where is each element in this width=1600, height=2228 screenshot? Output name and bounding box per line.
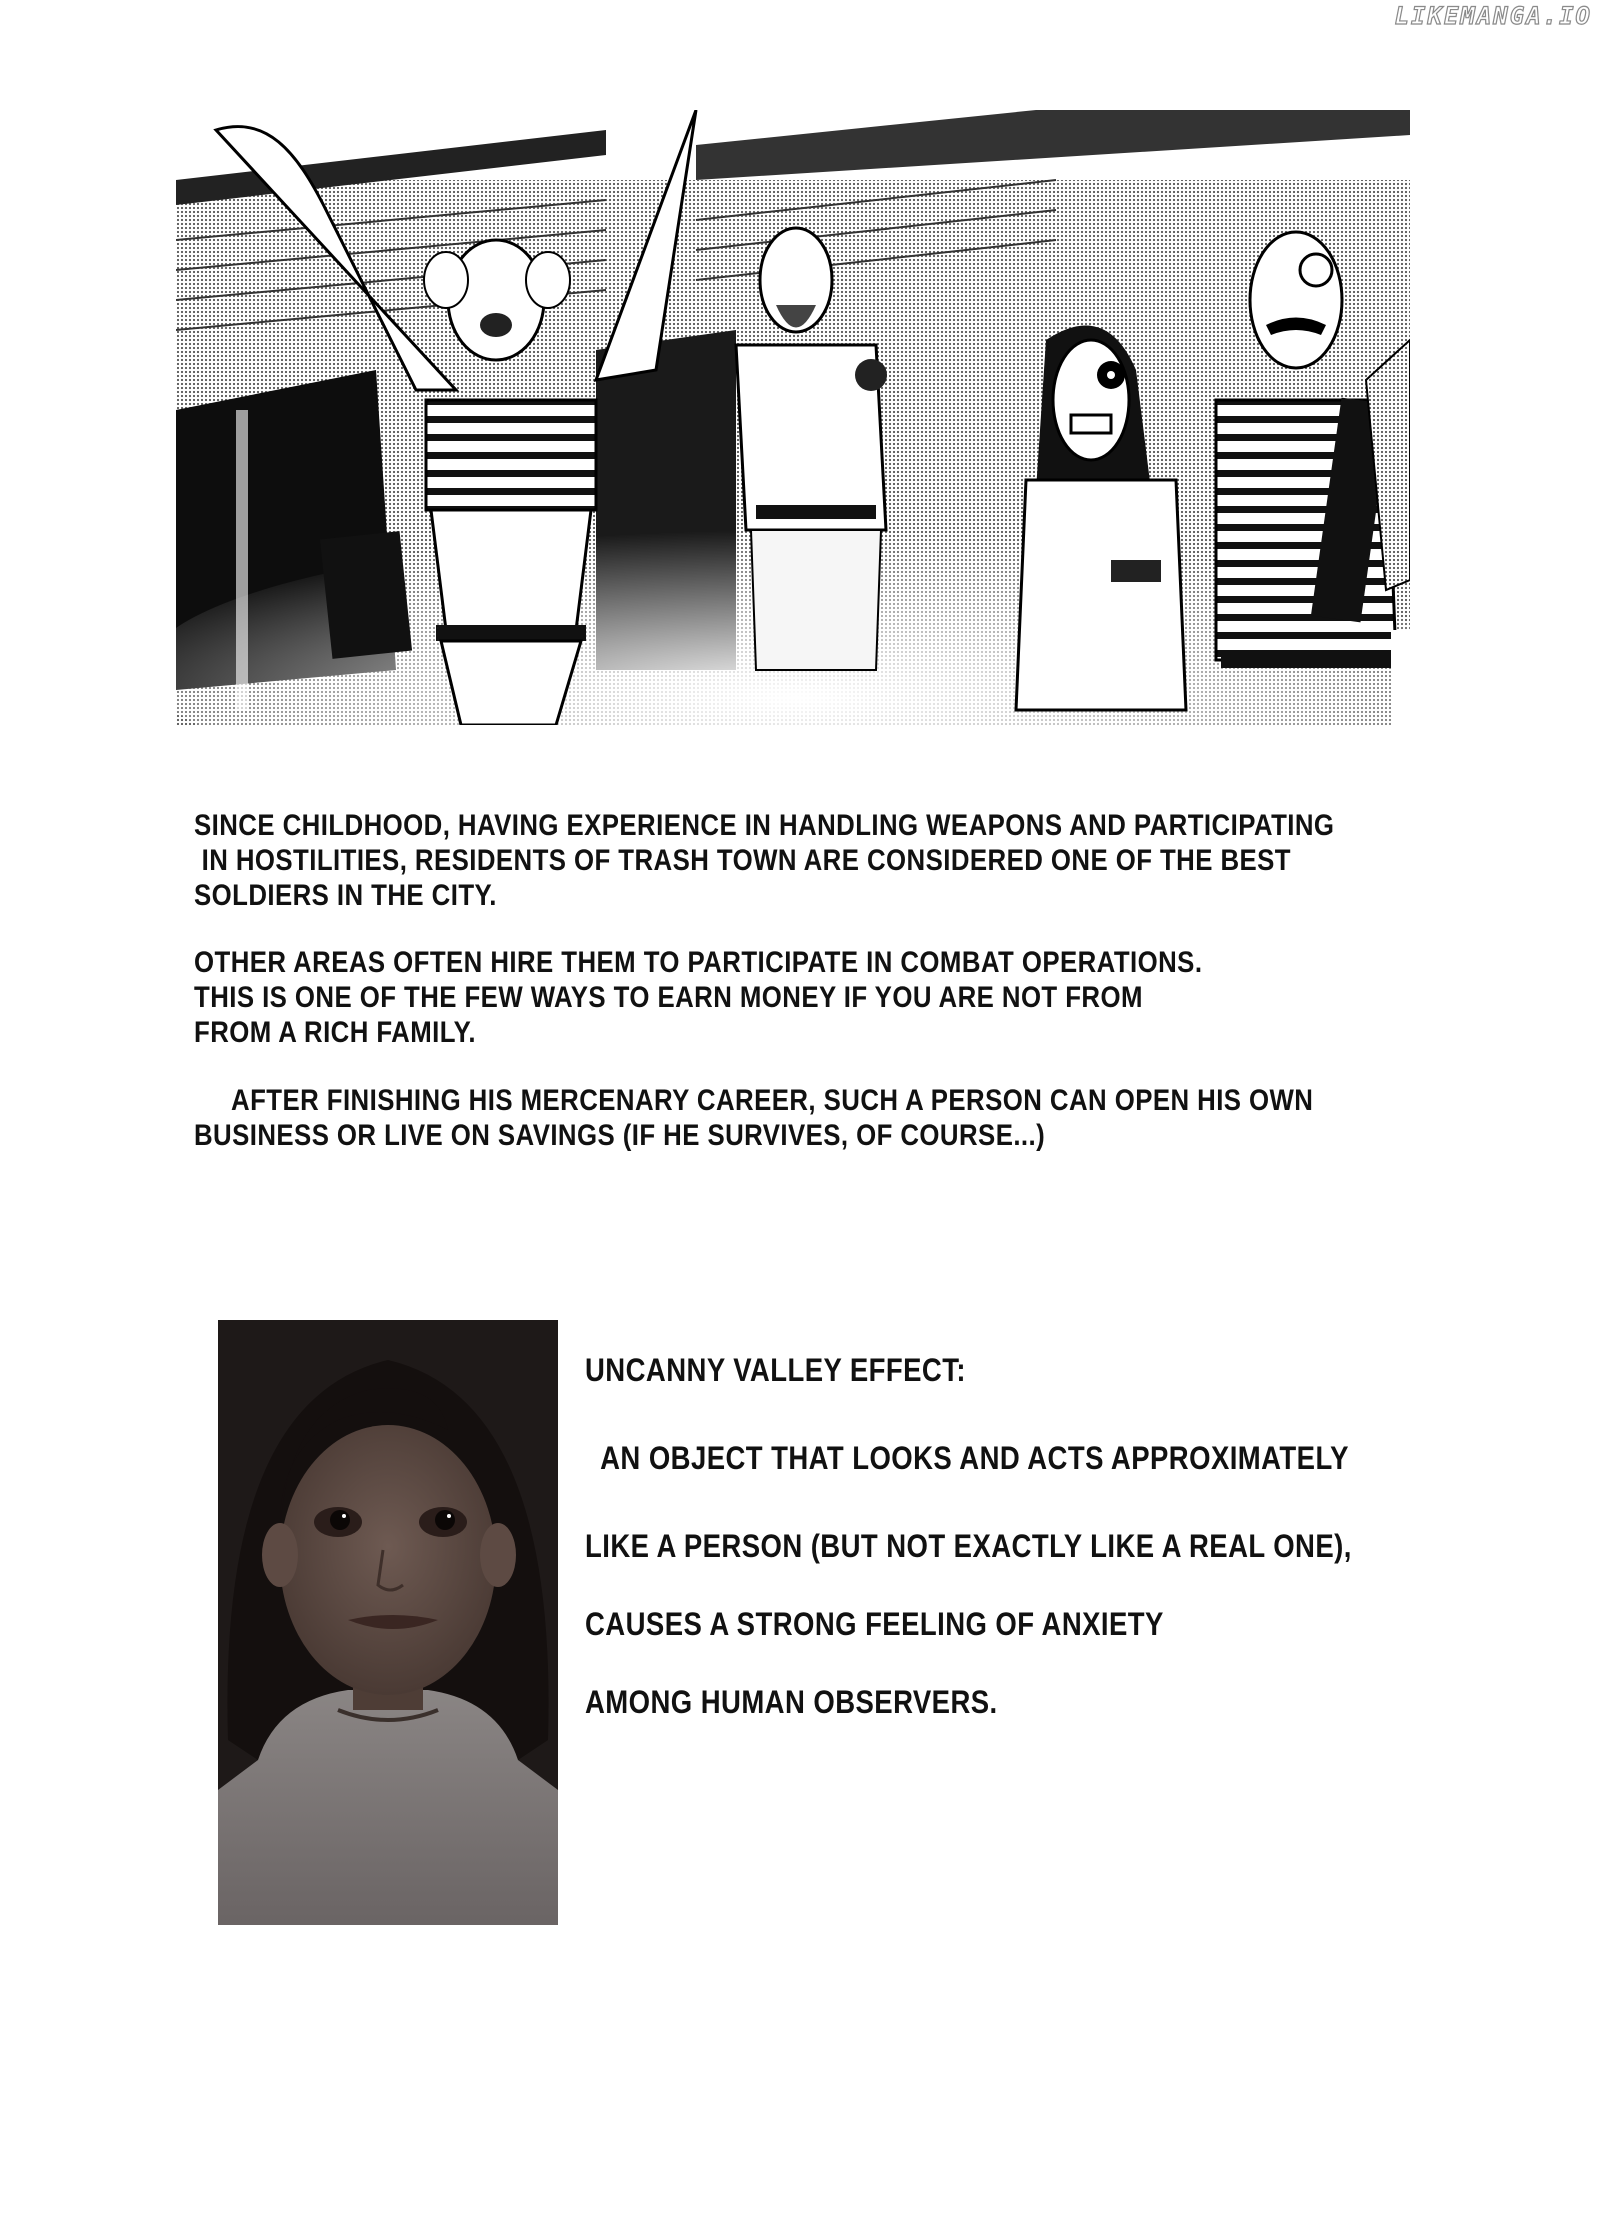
- uncanny-valley-title: UNCANNY VALLEY EFFECT:: [585, 1352, 967, 1388]
- manga-panel-mercenaries: [176, 110, 1410, 725]
- uncanny-valley-photo: [218, 1320, 558, 1925]
- uncanny-valley-line: AN OBJECT THAT LOOKS AND ACTS APPROXIMATELY: [585, 1440, 1349, 1476]
- caption-line: FROM A RICH FAMILY.: [194, 1016, 476, 1049]
- caption-line: IN HOSTILITIES, RESIDENTS OF TRASH TOWN ARE CONSIDERED ONE OF THE BEST: [194, 844, 1291, 877]
- uncanny-valley-line: LIKE A PERSON (BUT NOT EXACTLY LIKE A REAL ONE),: [585, 1528, 1352, 1564]
- uncanny-valley-line: AMONG HUMAN OBSERVERS.: [585, 1684, 998, 1720]
- girl-portrait-image: [218, 1320, 558, 1925]
- caption-paragraph-3: [194, 1083, 1313, 1153]
- caption-line: AFTER FINISHING HIS MERCENARY CAREER, SUCH A PERSON CAN OPEN HIS OWN: [194, 1084, 1314, 1117]
- caption-line: SOLDIERS IN THE CITY.: [194, 879, 497, 912]
- caption-line: BUSINESS OR LIVE ON SAVINGS (IF HE SURVIVES, OF COURSE...): [194, 1119, 1046, 1152]
- site-watermark: LIKEMANGA.IO: [1394, 2, 1592, 30]
- caption-paragraph-1: [194, 808, 1334, 913]
- caption-line: THIS IS ONE OF THE FEW WAYS TO EARN MONEY IF YOU ARE NOT FROM: [194, 981, 1143, 1014]
- uncanny-valley-line: CAUSES A STRONG FEELING OF ANXIETY: [585, 1606, 1164, 1642]
- caption-line: OTHER AREAS OFTEN HIRE THEM TO PARTICIPATE IN COMBAT OPERATIONS.: [194, 946, 1203, 979]
- caption-line: SINCE CHILDHOOD, HAVING EXPERIENCE IN HANDLING WEAPONS AND PARTICIPATING: [194, 809, 1335, 842]
- mercenaries-illustration: [176, 110, 1410, 725]
- caption-paragraph-2: [194, 945, 1202, 1050]
